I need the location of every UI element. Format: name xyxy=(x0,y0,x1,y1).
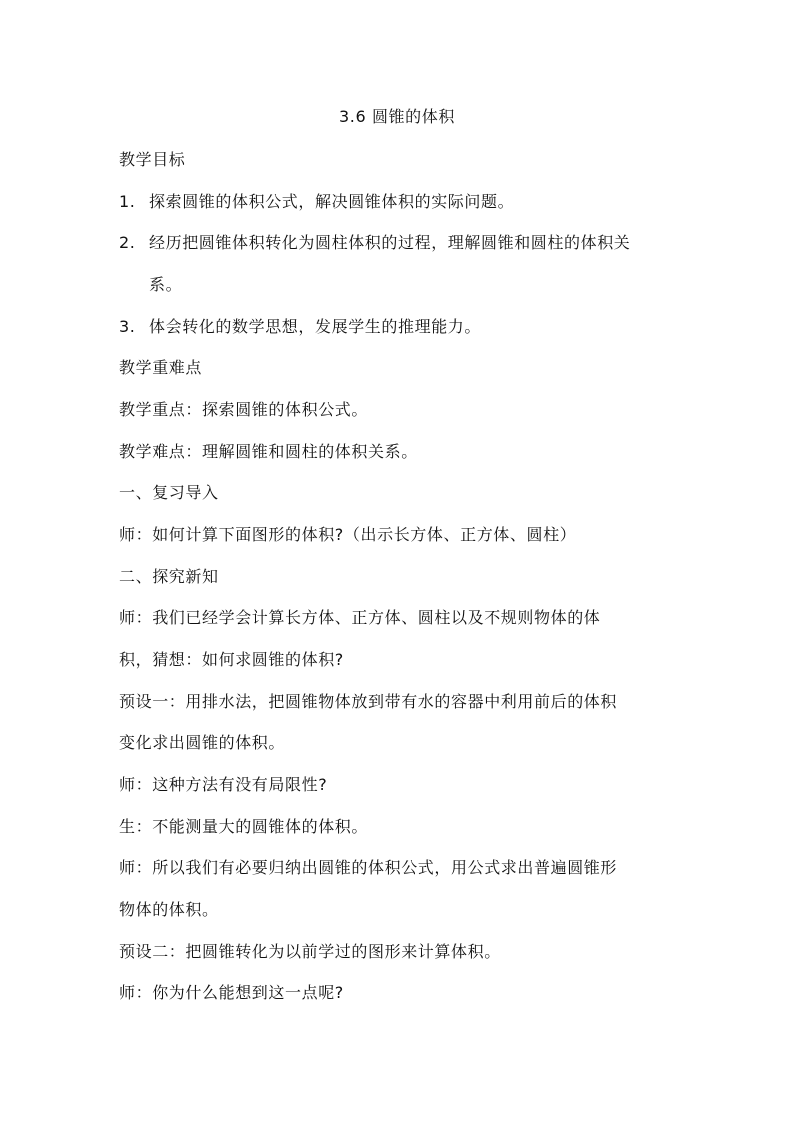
paragraph-line: 积，猜想：如何求圆锥的体积? xyxy=(119,650,344,669)
objective-item-1 xyxy=(119,192,514,212)
paragraph-line: 生：不能测量大的圆锥体的体积。 xyxy=(119,817,369,836)
document-title: 3.6 圆锥的体积 xyxy=(339,107,455,126)
objective-number: 2. xyxy=(119,233,136,252)
objective-number: 3. xyxy=(119,317,136,336)
paragraph-line: 师：你为什么能想到这一点呢? xyxy=(119,983,344,1002)
paragraph-line: 师：所以我们有必要归纳出圆锥的体积公式，用公式求出普遍圆锥形 xyxy=(119,858,618,877)
section-1-teacher-line: 师：如何计算下面图形的体积?（出示长方体、正方体、圆柱） xyxy=(119,525,577,544)
paragraph-line: 物体的体积。 xyxy=(119,900,219,919)
difficult-point: 教学难点：理解圆锥和圆柱的体积关系。 xyxy=(119,442,418,461)
paragraph-line: 师：我们已经学会计算长方体、正方体、圆柱以及不规则物体的体 xyxy=(119,608,601,627)
section-2-heading: 二、探究新知 xyxy=(119,567,219,586)
paragraph-line: 师：这种方法有没有局限性? xyxy=(119,775,328,794)
section-1-heading: 一、复习导入 xyxy=(119,483,219,502)
key-point: 教学重点：探索圆锥的体积公式。 xyxy=(119,400,369,419)
objective-text: 体会转化的数学思想，发展学生的推理能力。 xyxy=(149,317,482,336)
heading-objectives: 教学目标 xyxy=(119,150,186,169)
paragraph-line: 预设一：用排水法，把圆锥物体放到带有水的容器中利用前后的体积 xyxy=(119,692,618,711)
objective-number: 1. xyxy=(119,192,136,211)
objective-text: 经历把圆锥体积转化为圆柱体积的过程，理解圆锥和圆柱的体积关 xyxy=(149,233,631,252)
heading-key-points: 教学重难点 xyxy=(119,358,203,377)
paragraph-line: 变化求出圆锥的体积。 xyxy=(119,733,286,752)
objective-item-2-continuation: 系。 xyxy=(149,275,183,294)
objective-item-2 xyxy=(119,233,630,253)
objective-text: 探索圆锥的体积公式，解决圆锥体积的实际问题。 xyxy=(149,192,515,211)
paragraph-line: 预设二：把圆锥转化为以前学过的图形来计算体积。 xyxy=(119,942,501,961)
objective-item-3 xyxy=(119,317,481,337)
